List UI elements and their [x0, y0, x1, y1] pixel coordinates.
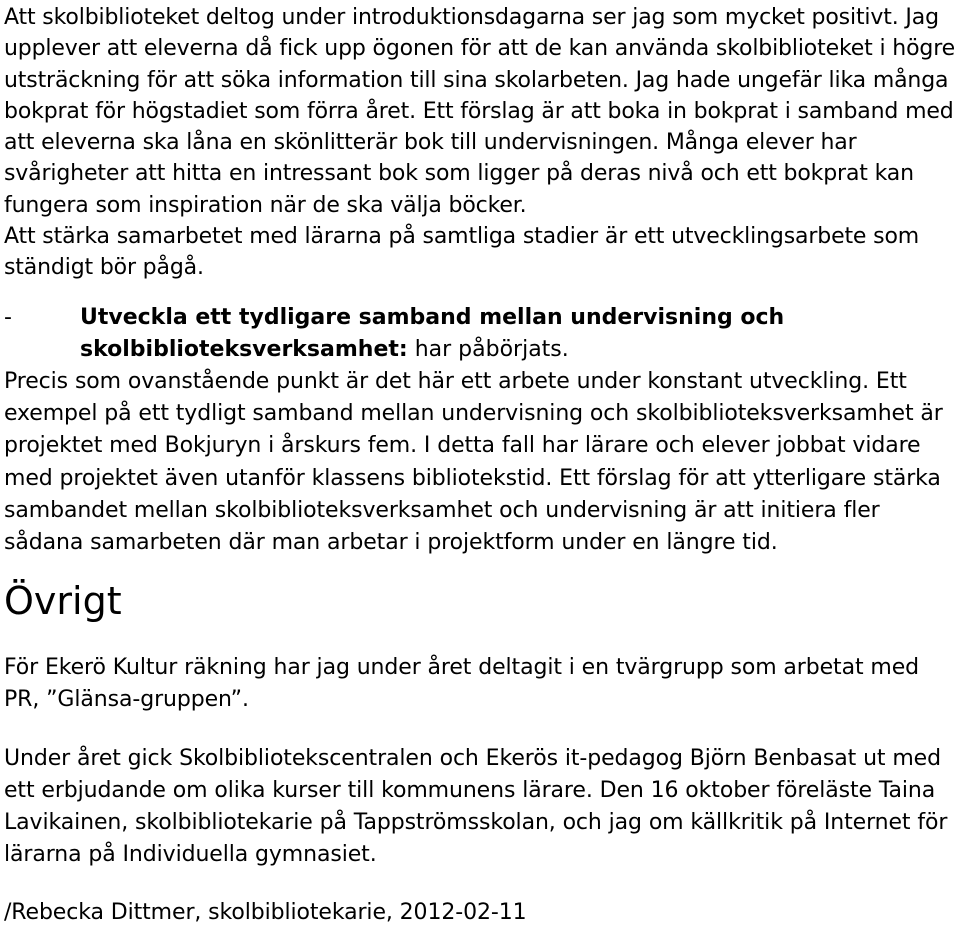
paragraph-ovrigt-1: För Ekerö Kultur räkning har jag under året deltagit i en tvärgrupp som arbetat med PR, ”Glänsa-gruppen”. — [4, 655, 920, 712]
intro-paragraph-2: Att stärka samarbetet med lärarna på samtliga stadier är ett utvecklingsarbete som ständigt bör pågå. — [4, 224, 920, 281]
bullet-title: Utveckla ett tydligare samband mellan undervisning och skolbiblioteksverksamhet: — [80, 305, 785, 362]
paragraph-ovrigt-2: Under året gick Skolbibliotekscentralen och Ekerös it-pedagog Björn Benbasat ut med ett erbjudande om olika kurser till kommunens lärare. Den 16 oktober föreläste Taina Lavikainen, skolbibliotekarie på Tappströmsskolan, och jag om källkritik på Internet för lärarna på Individuella gymnasiet. — [4, 746, 948, 867]
bullet-text — [80, 302, 956, 366]
intro-paragraph: Att skolbiblioteket deltog under introduktionsdagarna ser jag som mycket positivt. Jag upplever att eleverna då fick upp ögonen för att de kan använda skolbiblioteket i högre utsträckning för att söka information till sina skolarbeten. Jag hade ungefär lika många bokprat för högstadiet som förra året. Ett förslag är att boka in bokprat i samband med att eleverna ska låna en skönlitterär bok till undervisningen. Många elever har svårigheter att hitta en intressant bok som ligger på deras nivå och ett bokprat kan fungera som inspiration när de ska välja böcker. — [4, 5, 955, 218]
bullet-item — [4, 302, 956, 366]
section-heading: Övrigt — [4, 579, 122, 623]
follow-paragraph: Precis som ovanstående punkt är det här ett arbete under konstant utveckling. Ett exempel på ett tydligt samband mellan undervisning och skolbiblioteksverksamhet är projektet med Bokjuryn i årskurs fem. I detta fall har lärare och elever jobbat vidare med projektet även utanför klassens bibliotekstid. Ett förslag för att ytterligare stärka sambandet mellan skolbiblioteksverksamhet och undervisning är att initiera fler sådana samarbeten där man arbetar i projektform under en längre tid. — [4, 369, 943, 556]
bullet-status: har påbörjats. — [407, 337, 569, 362]
signature: /Rebecka Dittmer, skolbibliotekarie, 2012-02-11 — [4, 900, 527, 925]
intro-section — [4, 2, 956, 284]
bullet-marker: - — [4, 305, 12, 330]
